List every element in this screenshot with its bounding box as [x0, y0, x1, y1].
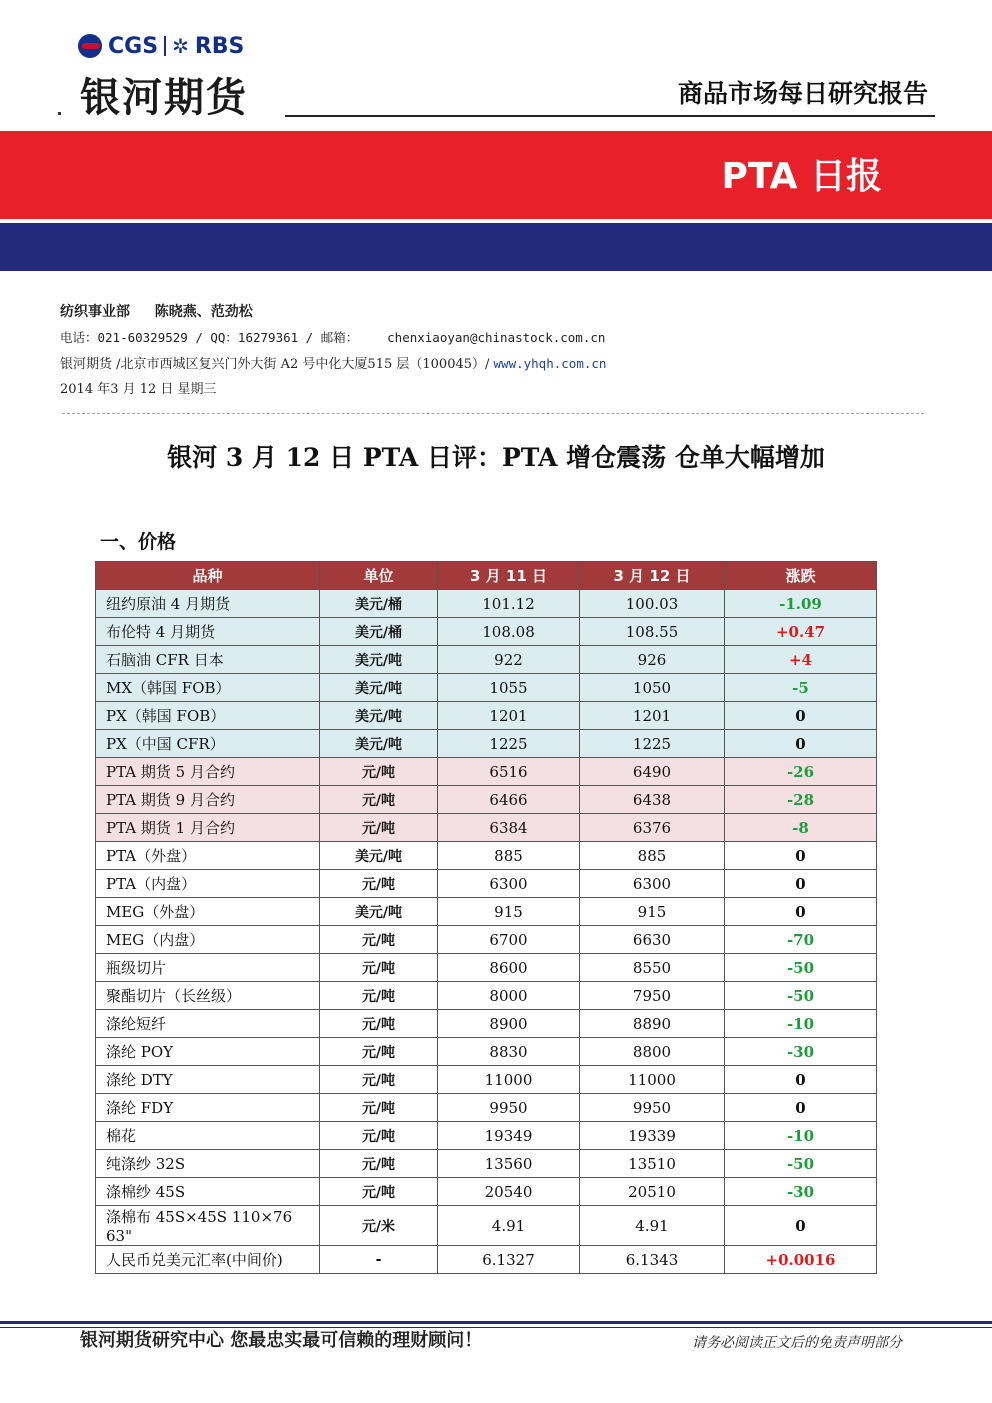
logo-chinese-name: 银河期货 — [80, 75, 248, 121]
cell-mar12: 6630 — [580, 926, 725, 954]
cell-mar12: 20510 — [580, 1178, 725, 1206]
cell-mar11: 6384 — [438, 814, 580, 842]
section-title-price: 一、价格 — [100, 531, 177, 553]
cell-unit: 元/吨 — [320, 954, 438, 982]
cell-unit: 元/吨 — [320, 982, 438, 1010]
contact-line — [60, 325, 606, 351]
cell-unit: 元/吨 — [320, 1066, 438, 1094]
cell-mar11: 19349 — [438, 1122, 580, 1150]
cell-unit: 元/吨 — [320, 758, 438, 786]
cell-change: -30 — [725, 1038, 877, 1066]
col-header-mar11: 3 月 11 日 — [438, 562, 580, 590]
table-row — [96, 674, 877, 702]
table-row — [96, 786, 877, 814]
address: 银河期货 /北京市西城区复兴门外大街 A2 号中化大厦515 层（100045）/ — [60, 357, 494, 372]
email-link[interactable]: chenxiaoyan@chinastock.com.cn — [387, 330, 606, 345]
cell-mar12: 1225 — [580, 730, 725, 758]
cell-name: 棉花 — [96, 1122, 320, 1150]
cell-name: 涤纶短纤 — [96, 1010, 320, 1038]
cell-name: 人民币兑美元汇率(中间价) — [96, 1246, 320, 1274]
cell-mar12: 8890 — [580, 1010, 725, 1038]
cell-mar12: 19339 — [580, 1122, 725, 1150]
cell-mar12: 926 — [580, 646, 725, 674]
price-table-body — [96, 590, 877, 1274]
table-row — [96, 618, 877, 646]
cell-mar12: 11000 — [580, 1066, 725, 1094]
cell-change: -26 — [725, 758, 877, 786]
cell-change: +0.47 — [725, 618, 877, 646]
author-line — [60, 300, 606, 325]
cell-mar12: 1201 — [580, 702, 725, 730]
cell-unit: 元/吨 — [320, 814, 438, 842]
cell-name: PTA 期货 1 月合约 — [96, 814, 320, 842]
cell-unit: 元/米 — [320, 1206, 438, 1246]
cell-change: -10 — [725, 1010, 877, 1038]
cell-name: 涤棉布 45S×45S 110×76 63" — [96, 1206, 320, 1246]
cell-unit: 美元/桶 — [320, 618, 438, 646]
table-row — [96, 1094, 877, 1122]
cell-unit: 元/吨 — [320, 1122, 438, 1150]
cell-name: 纽约原油 4 月期货 — [96, 590, 320, 618]
cell-mar11: 6.1327 — [438, 1246, 580, 1274]
cell-change: -28 — [725, 786, 877, 814]
contact-info: 电话：021-60329529 / QQ：16279361 / 邮箱： — [60, 330, 359, 345]
cell-unit: 美元/吨 — [320, 646, 438, 674]
rbs-daisy-icon: ✲ — [172, 34, 189, 58]
dashed-divider — [62, 413, 924, 414]
cell-unit: 美元/桶 — [320, 590, 438, 618]
cell-unit: 元/吨 — [320, 870, 438, 898]
cell-name: 涤纶 POY — [96, 1038, 320, 1066]
cell-change: -1.09 — [725, 590, 877, 618]
table-row — [96, 1206, 877, 1246]
cell-mar12: 915 — [580, 898, 725, 926]
cell-change: 0 — [725, 1206, 877, 1246]
table-row — [96, 1038, 877, 1066]
cell-mar11: 922 — [438, 646, 580, 674]
cell-mar12: 6490 — [580, 758, 725, 786]
footer-rule — [0, 1321, 992, 1324]
table-row — [96, 1066, 877, 1094]
cell-mar11: 885 — [438, 842, 580, 870]
cell-mar11: 1225 — [438, 730, 580, 758]
report-date: 2014 年3 月 12 日 星期三 — [60, 382, 217, 397]
table-row — [96, 646, 877, 674]
cell-change: 0 — [725, 1094, 877, 1122]
cell-change: -5 — [725, 674, 877, 702]
cell-name: PTA 期货 9 月合约 — [96, 786, 320, 814]
cell-mar12: 1050 — [580, 674, 725, 702]
address-line — [60, 351, 606, 377]
cell-mar12: 8550 — [580, 954, 725, 982]
table-row — [96, 870, 877, 898]
table-row — [96, 702, 877, 730]
cell-change: -10 — [725, 1122, 877, 1150]
cell-unit: 元/吨 — [320, 926, 438, 954]
cell-unit: - — [320, 1246, 438, 1274]
cell-name: 涤纶 FDY — [96, 1094, 320, 1122]
cell-mar12: 6300 — [580, 870, 725, 898]
cell-mar11: 101.12 — [438, 590, 580, 618]
cell-mar12: 9950 — [580, 1094, 725, 1122]
table-row — [96, 1178, 877, 1206]
cell-unit: 元/吨 — [320, 1010, 438, 1038]
cell-unit: 美元/吨 — [320, 702, 438, 730]
logo-cgs-text: CGS — [108, 33, 159, 59]
website-link[interactable]: www.yhqh.com.cn — [493, 356, 607, 371]
cell-mar12: 6376 — [580, 814, 725, 842]
cell-mar12: 4.91 — [580, 1206, 725, 1246]
cell-mar11: 6466 — [438, 786, 580, 814]
logo-divider — [164, 36, 166, 56]
cell-unit: 元/吨 — [320, 1150, 438, 1178]
table-row — [96, 982, 877, 1010]
table-header-row — [96, 562, 877, 590]
header-dot — [58, 112, 61, 115]
report-type-title: 商品市场每日研究报告 — [677, 79, 928, 108]
cell-mar11: 20540 — [438, 1178, 580, 1206]
cell-name: 纯涤纱 32S — [96, 1150, 320, 1178]
cell-mar11: 6700 — [438, 926, 580, 954]
table-row — [96, 954, 877, 982]
cell-name: PX（韩国 FOB） — [96, 702, 320, 730]
table-row — [96, 590, 877, 618]
cell-unit: 美元/吨 — [320, 898, 438, 926]
cell-name: MEG（外盘） — [96, 898, 320, 926]
author-info — [60, 300, 606, 402]
cell-unit: 元/吨 — [320, 1094, 438, 1122]
cell-change: 0 — [725, 842, 877, 870]
cell-mar11: 11000 — [438, 1066, 580, 1094]
cell-mar11: 915 — [438, 898, 580, 926]
cell-mar12: 13510 — [580, 1150, 725, 1178]
cell-mar11: 6300 — [438, 870, 580, 898]
company-logo — [78, 32, 244, 60]
cell-unit: 元/吨 — [320, 1178, 438, 1206]
footer-slogan: 银河期货研究中心 您最忠实最可信赖的理财顾问！ — [80, 1330, 483, 1351]
cell-name: PTA（外盘） — [96, 842, 320, 870]
cell-change: -50 — [725, 954, 877, 982]
cell-unit: 元/吨 — [320, 786, 438, 814]
cell-name: 布伦特 4 月期货 — [96, 618, 320, 646]
header-rule — [285, 115, 935, 117]
cell-change: -70 — [725, 926, 877, 954]
table-row — [96, 1150, 877, 1178]
cell-mar12: 6.1343 — [580, 1246, 725, 1274]
cell-name: 涤纶 DTY — [96, 1066, 320, 1094]
cell-change: +0.0016 — [725, 1246, 877, 1274]
cell-mar11: 9950 — [438, 1094, 580, 1122]
col-header-unit: 单位 — [320, 562, 438, 590]
cell-mar11: 4.91 — [438, 1206, 580, 1246]
logo-rbs-text: RBS — [194, 33, 245, 59]
cell-change: -50 — [725, 982, 877, 1010]
cell-unit: 美元/吨 — [320, 842, 438, 870]
cell-name: MX（韩国 FOB） — [96, 674, 320, 702]
col-header-name: 品种 — [96, 562, 320, 590]
cell-change: +4 — [725, 646, 877, 674]
cell-mar11: 1055 — [438, 674, 580, 702]
cell-mar12: 885 — [580, 842, 725, 870]
cell-name: 石脑油 CFR 日本 — [96, 646, 320, 674]
cell-mar12: 7950 — [580, 982, 725, 1010]
cell-mar11: 108.08 — [438, 618, 580, 646]
table-row — [96, 1122, 877, 1150]
cell-name: MEG（内盘） — [96, 926, 320, 954]
cell-name: 涤棉纱 45S — [96, 1178, 320, 1206]
cell-change: 0 — [725, 898, 877, 926]
cell-unit: 元/吨 — [320, 1038, 438, 1066]
cell-change: 0 — [725, 1066, 877, 1094]
cell-mar11: 6516 — [438, 758, 580, 786]
cell-mar12: 100.03 — [580, 590, 725, 618]
cell-name: PX（中国 CFR） — [96, 730, 320, 758]
col-header-mar12: 3 月 12 日 — [580, 562, 725, 590]
author-names: 陈晓燕、范劲松 — [154, 304, 253, 320]
cell-change: -8 — [725, 814, 877, 842]
cell-change: 0 — [725, 870, 877, 898]
cell-change: 0 — [725, 730, 877, 758]
cgs-swirl-icon — [78, 34, 102, 58]
cell-change: -50 — [725, 1150, 877, 1178]
cell-name: 聚酯切片（长丝级） — [96, 982, 320, 1010]
cell-mar11: 8000 — [438, 982, 580, 1010]
cell-change: -30 — [725, 1178, 877, 1206]
cell-mar12: 6438 — [580, 786, 725, 814]
cell-name: 瓶级切片 — [96, 954, 320, 982]
footer-disclaimer: 请务必阅读正文后的免责声明部分 — [692, 1335, 902, 1351]
cell-name: PTA 期货 5 月合约 — [96, 758, 320, 786]
cell-mar11: 8600 — [438, 954, 580, 982]
cell-unit: 美元/吨 — [320, 730, 438, 758]
price-table — [95, 561, 877, 1274]
blue-band — [0, 223, 992, 271]
cell-unit: 美元/吨 — [320, 674, 438, 702]
cell-mar12: 108.55 — [580, 618, 725, 646]
table-row — [96, 898, 877, 926]
table-row — [96, 730, 877, 758]
band-title: PTA 日报 — [721, 156, 882, 197]
cell-name: PTA（内盘） — [96, 870, 320, 898]
cell-mar11: 8830 — [438, 1038, 580, 1066]
cell-change: 0 — [725, 702, 877, 730]
department: 纺织事业部 — [60, 304, 130, 320]
cell-mar11: 8900 — [438, 1010, 580, 1038]
table-row — [96, 758, 877, 786]
report-headline: 银河 3 月 12 日 PTA 日评：PTA 增仓震荡 仓单大幅增加 — [167, 443, 825, 472]
table-row — [96, 1246, 877, 1274]
table-row — [96, 842, 877, 870]
cell-mar11: 1201 — [438, 702, 580, 730]
table-row — [96, 1010, 877, 1038]
table-row — [96, 926, 877, 954]
cell-mar11: 13560 — [438, 1150, 580, 1178]
col-header-change: 涨跌 — [725, 562, 877, 590]
cell-mar12: 8800 — [580, 1038, 725, 1066]
table-row — [96, 814, 877, 842]
